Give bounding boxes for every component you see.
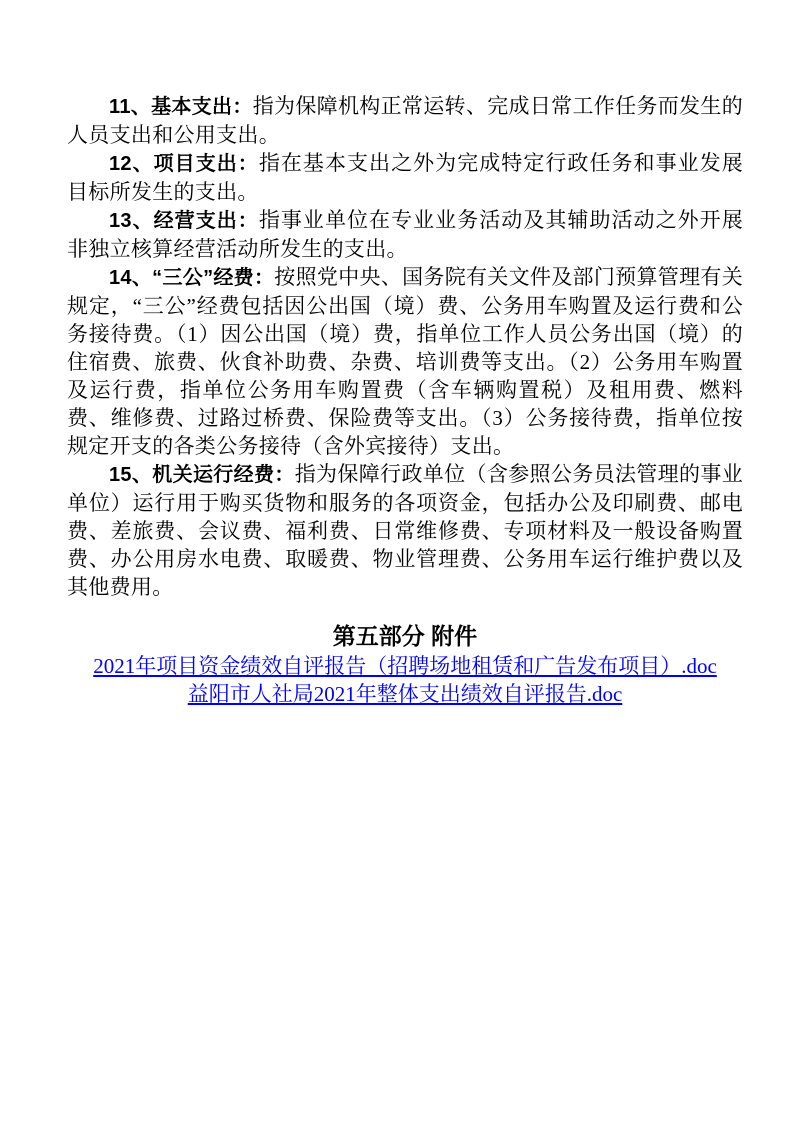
term-definition-text: 指在基本支出之外为完成特定行政任务和事业发展目标所发生的支出。 [67, 151, 743, 204]
term-definition-text: 指事业单位在专业业务活动及其辅助活动之外开展非独立核算经营活动所发生的支出。 [67, 208, 743, 261]
term-label-three-public-funds: 14、“三公”经费： [109, 267, 275, 289]
definition-paragraph-13 [67, 206, 743, 263]
term-definition-text: 按照党中央、国务院有关文件及部门预算管理有关规定，“三公”经费包括因公出国（境）费、公务用车购置及运行费和公务接待费。（1）因公出国（境）费，指单位工作人员公务出国（境）的住宿费、旅费、伙食补助费、杂费、培训费等支出。（2）公务用车购置及运行费，指单位公务用车购置费（含车辆购置税）及租用费、燃料费、维修费、过路过桥费、保险费等支出。（3）公务接待费，指单位按规定开支的各类公务接待（含外宾接待）支出。 [67, 265, 743, 458]
term-label-project-expenditure: 12、项目支出： [109, 153, 259, 175]
term-definition-text: 指为保障机构正常运转、完成日常工作任务而发生的人员支出和公用支出。 [67, 94, 744, 147]
definition-paragraph-14 [67, 263, 743, 460]
attachment-link-overall-expenditure-report[interactable]: 益阳市人社局2021年整体支出绩效自评报告.doc [187, 682, 623, 706]
section-heading-part5-attachments: 第五部分 附件 [332, 623, 478, 649]
attachment-link-line-2 [67, 680, 743, 708]
document-content [67, 92, 743, 708]
term-label-basic-expenditure: 11、基本支出： [109, 96, 253, 118]
attachment-link-line-1 [67, 652, 743, 680]
definition-paragraph-11 [67, 92, 743, 149]
term-definition-text: 指为保障行政单位（含参照公务员法管理的事业单位）运行用于购买货物和服务的各项资金，包括办公及印刷费、邮电费、差旅费、会议费、福利费、日常维修费、专项材料及一般设备购置费、办公用房水电费、取暖费、物业管理费、公务用车运行维护费以及其他费用。 [67, 462, 743, 599]
attachment-link-project-self-evaluation-report[interactable]: 2021年项目资金绩效自评报告（招聘场地租赁和广告发布项目）.doc [93, 654, 717, 678]
definition-paragraph-12 [67, 149, 743, 206]
term-label-operating-expenditure: 13、经营支出： [109, 210, 259, 232]
definition-paragraph-15 [67, 460, 743, 601]
term-label-agency-operating-funds: 15、机关运行经费： [109, 464, 295, 486]
